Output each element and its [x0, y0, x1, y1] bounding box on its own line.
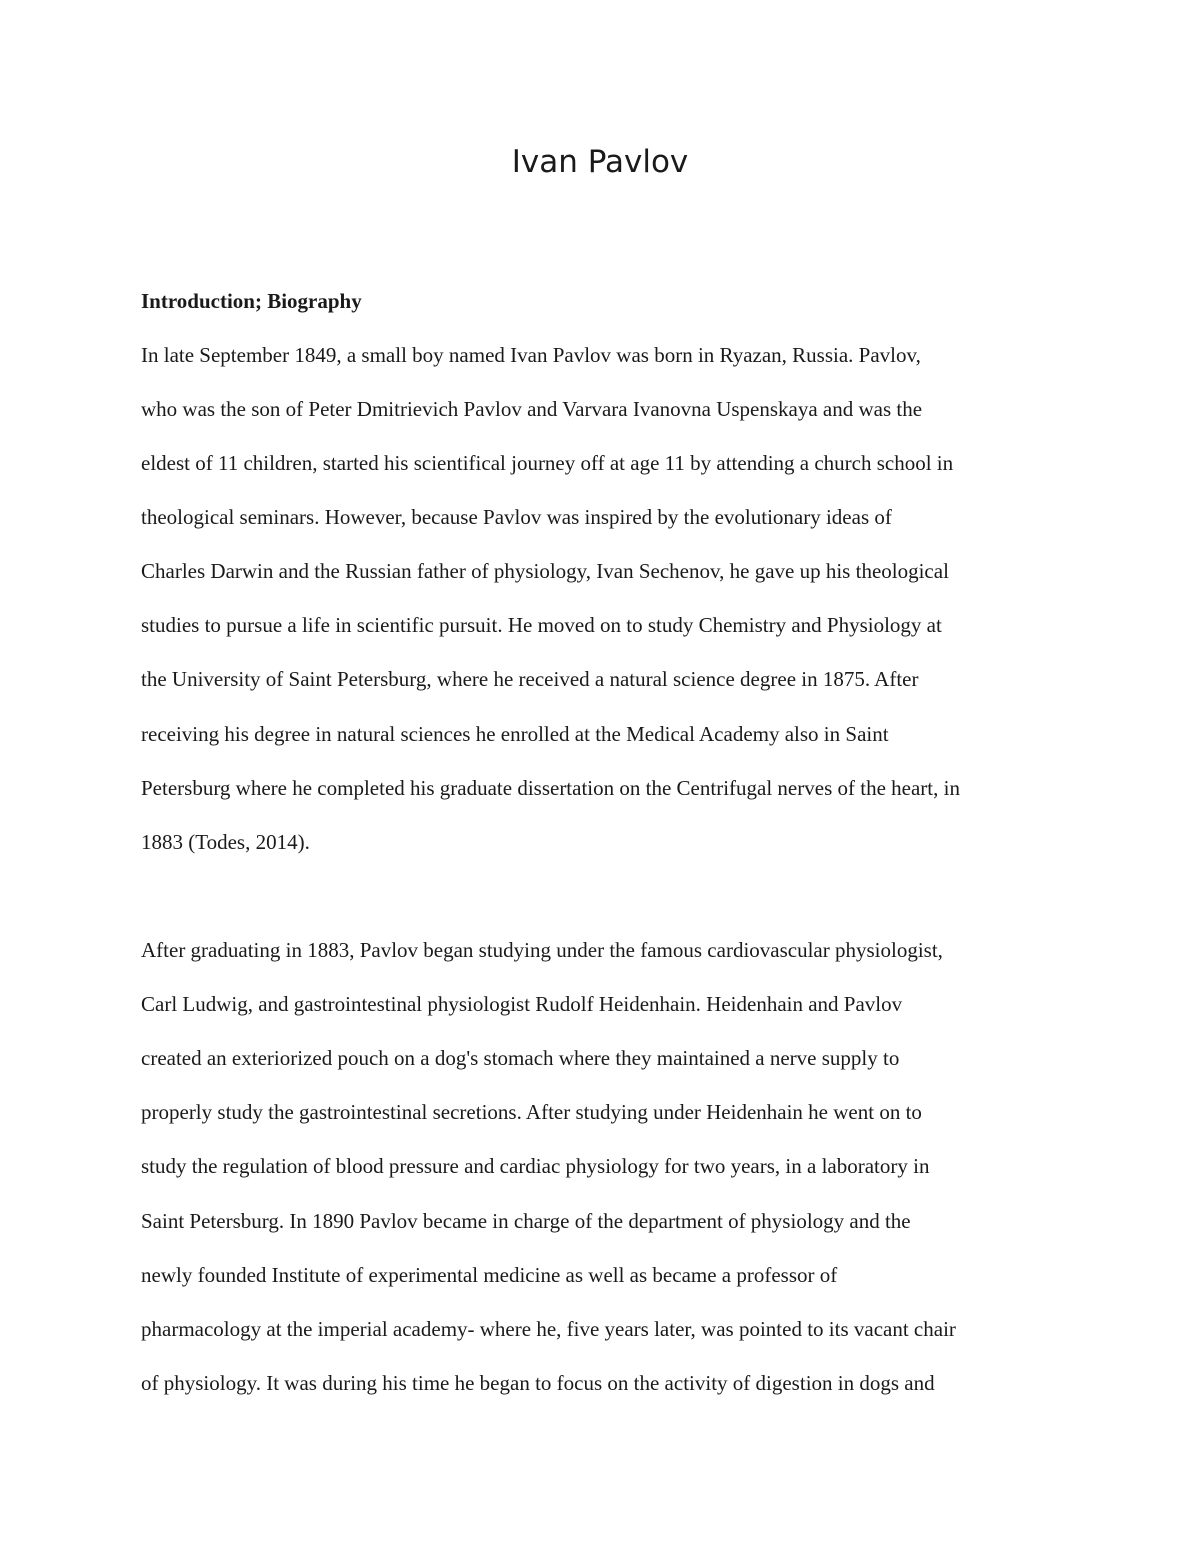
paragraph-line: created an exteriorized pouch on a dog's stomach where they maintained a nerve supply to [141, 1046, 900, 1070]
paragraph-line: pharmacology at the imperial academy- where he, five years later, was pointed to its vacant chair [141, 1317, 956, 1341]
paragraph-line: study the regulation of blood pressure and cardiac physiology for two years, in a laboratory in [141, 1154, 930, 1178]
paragraph-line: Charles Darwin and the Russian father of physiology, Ivan Sechenov, he gave up his theological [141, 559, 949, 583]
paragraph-line: Saint Petersburg. In 1890 Pavlov became in charge of the department of physiology and the [141, 1209, 911, 1233]
paragraph-line: 1883 (Todes, 2014). [141, 830, 310, 854]
paragraph-line: newly founded Institute of experimental medicine as well as became a professor of [141, 1263, 838, 1287]
paragraph-line: who was the son of Peter Dmitrievich Pavlov and Varvara Ivanovna Uspenskaya and was the [141, 397, 923, 421]
paragraph-line: Carl Ludwig, and gastrointestinal physiologist Rudolf Heidenhain. Heidenhain and Pavlov [141, 992, 903, 1016]
paragraph-line: eldest of 11 children, started his scientifical journey off at age 11 by attending a church school in [141, 451, 954, 475]
paragraph-line: the University of Saint Petersburg, where he received a natural science degree in 1875. After [141, 667, 919, 691]
section-heading: Introduction; Biography [141, 289, 362, 313]
paragraph-line: of physiology. It was during his time he began to focus on the activity of digestion in dogs and [141, 1371, 935, 1395]
paragraph-line: properly study the gastrointestinal secretions. After studying under Heidenhain he went on to [141, 1100, 922, 1124]
paragraph-line: After graduating in 1883, Pavlov began studying under the famous cardiovascular physiologist, [141, 938, 943, 962]
paragraph-line: In late September 1849, a small boy named Ivan Pavlov was born in Ryazan, Russia. Pavlov, [141, 343, 921, 367]
paragraph-line: studies to pursue a life in scientific pursuit. He moved on to study Chemistry and Physiology at [141, 613, 942, 637]
document-title: Ivan Pavlov [511, 144, 689, 180]
paragraph-line: receiving his degree in natural sciences he enrolled at the Medical Academy also in Saint [141, 722, 889, 746]
paragraph-line: Petersburg where he completed his graduate dissertation on the Centrifugal nerves of the heart, in [141, 776, 960, 800]
paragraph-line: theological seminars. However, because Pavlov was inspired by the evolutionary ideas of [141, 505, 892, 529]
